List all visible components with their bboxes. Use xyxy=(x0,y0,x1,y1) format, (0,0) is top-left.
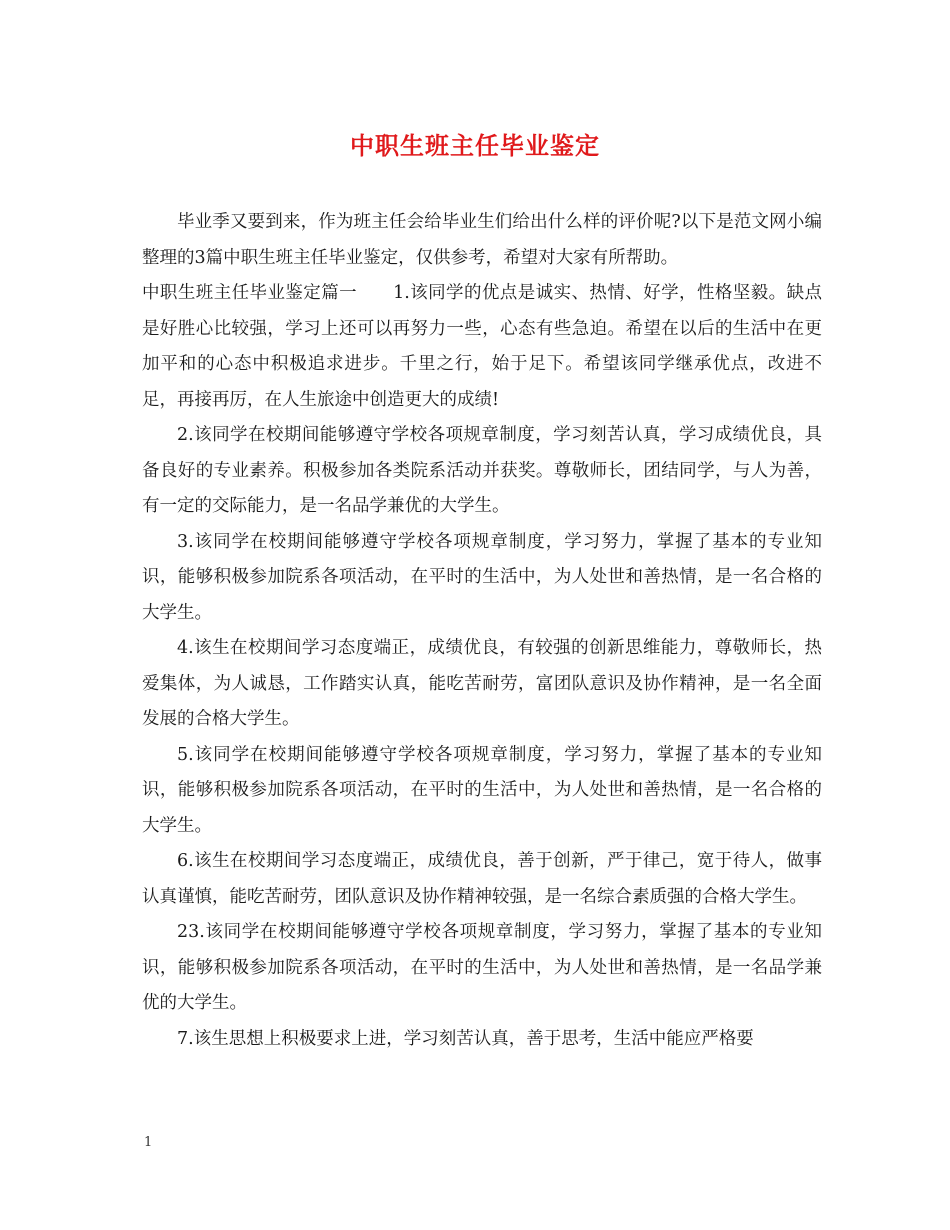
paragraph-6: 6.该生在校期间学习态度端正，成绩优良，善于创新，严于律己，宽于待人，做事认真谨慎，能吃苦耐劳，团队意识及协作精神较强，是一名综合素质强的合格大学生。 xyxy=(142,851,822,907)
section-one-paragraph xyxy=(142,276,822,418)
paragraph-23: 23.该同学在校期间能够遵守学校各项规章制度，学习努力，掌握了基本的专业知识，能够积极参加院系各项活动，在平时的生活中，为人处世和善热情，是一名品学兼优的大学生。 xyxy=(142,922,822,1013)
paragraph-7: 7.该生思想上积极要求上进，学习刻苦认真，善于思考，生活中能应严格要 xyxy=(177,1028,754,1049)
page-number: 1 xyxy=(144,1135,153,1150)
section-label: 中职生班主任毕业鉴定篇一 xyxy=(142,283,358,303)
paragraph-3: 3.该同学在校期间能够遵守学校各项规章制度，学习努力，掌握了基本的专业知识，能够积极参加院系各项活动，在平时的生活中，为人处世和善热情，是一名合格的大学生。 xyxy=(142,531,822,623)
document-body xyxy=(142,205,822,1057)
paragraph-4: 4.该生在校期间学习态度端正，成绩优良，有较强的创新思维能力，尊敬师长，热爱集体，为人诚恳，工作踏实认真，能吃苦耐劳，富团队意识及协作精神，是一名全面发展的合格大学生。 xyxy=(142,638,822,729)
paragraph-5: 5.该同学在校期间能够遵守学校各项规章制度，学习努力，掌握了基本的专业知识，能够积极参加院系各项活动，在平时的生活中，为人处世和善热情，是一名合格的大学生。 xyxy=(142,744,822,836)
intro-paragraph: 毕业季又要到来，作为班主任会给毕业生们给出什么样的评价呢?以下是范文网小编整理的3篇中职生班主任毕业鉴定，仅供参考，希望对大家有所帮助。 xyxy=(142,212,822,268)
paragraph-1: 1.该同学的优点是诚实、热情、好学，性格坚毅。缺点是好胜心比较强，学习上还可以再努力一些，心态有些急迫。希望在以后的生活中在更加平和的心态中积极追求进步。千里之行，始于足下。希望该同学继承优点，改进不足，再接再厉，在人生旅途中创造更大的成绩! xyxy=(142,283,822,410)
paragraph-2: 2.该同学在校期间能够遵守学校各项规章制度，学习刻苦认真，学习成绩优良，具备良好的专业素养。积极参加各类院系活动并获奖。尊敬师长，团结同学，与人为善，有一定的交际能力，是一名品学兼优的大学生。 xyxy=(142,425,822,516)
document-title: 中职生班主任毕业鉴定 xyxy=(350,131,600,160)
